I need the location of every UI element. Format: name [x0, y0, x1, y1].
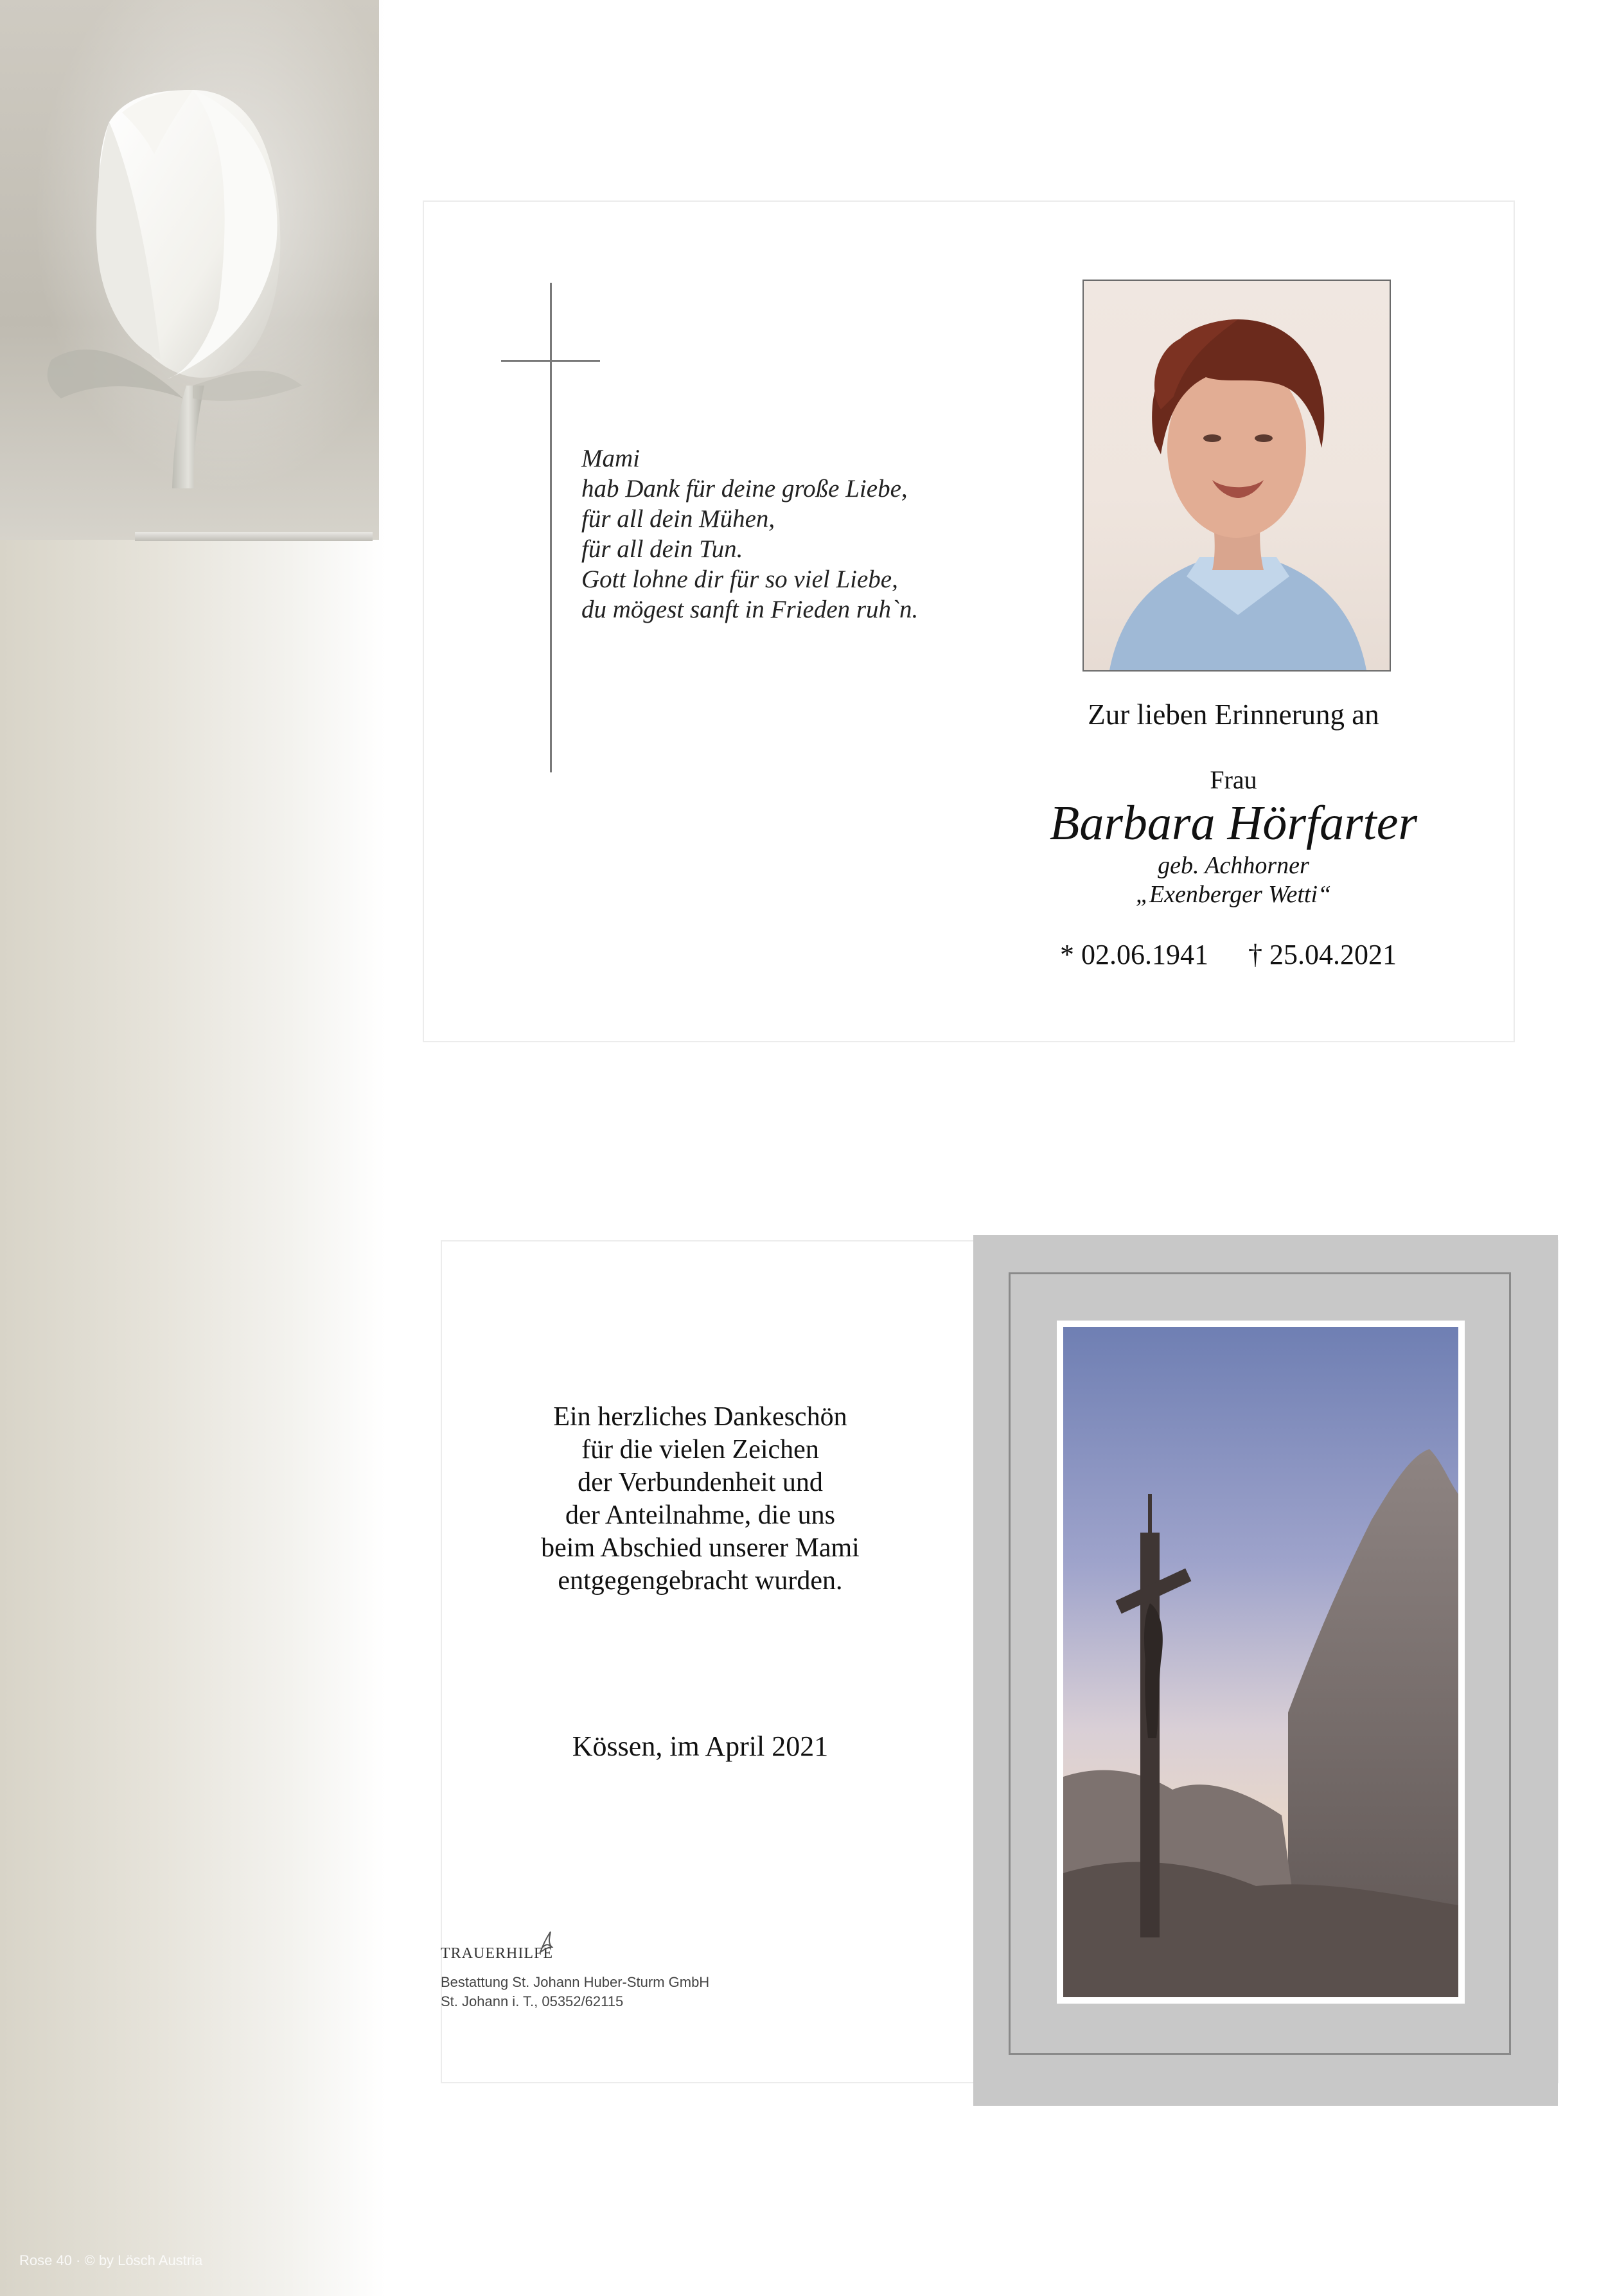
maiden-name: geb. Achhorner	[1158, 852, 1309, 879]
life-dates	[1060, 938, 1397, 971]
portrait-photo	[1082, 280, 1391, 672]
poem-line: hab Dank für deine große Liebe,	[581, 475, 908, 503]
poem-line: du mögest sanft in Frieden ruh`n.	[581, 596, 919, 623]
cross-horizontal-line	[501, 360, 600, 362]
thanks-line: Ein herzliches Dankeschön	[553, 1402, 847, 1432]
memorial-poem	[581, 443, 1031, 625]
thanks-line: der Verbundenheit und	[578, 1468, 823, 1497]
funeral-home-info	[441, 1973, 709, 2011]
white-rose-image	[0, 0, 379, 540]
poem-line: für all dein Tun.	[581, 535, 743, 563]
thanks-line: für die vielen Zeichen	[581, 1435, 819, 1464]
remembrance-heading: Zur lieben Erinnerung an	[1088, 699, 1379, 731]
deceased-name: Barbara Hörfarter	[1049, 796, 1418, 850]
thank-you-text	[488, 1401, 912, 1597]
nickname: „Exenberger Wetti“	[1135, 881, 1332, 908]
thanks-line: beim Abschied unserer Mami	[541, 1533, 860, 1563]
poem-line: Mami	[581, 445, 640, 472]
poem-line: für all dein Mühen,	[581, 505, 775, 533]
trauerhilfe-logo: TRAUERHILFE	[441, 1945, 553, 1962]
death-date: † 25.04.2021	[1248, 939, 1397, 970]
dove-icon	[536, 1928, 556, 1956]
thanks-line: der Anteilnahme, die uns	[565, 1500, 835, 1530]
birth-date: * 02.06.1941	[1060, 939, 1208, 970]
salutation: Frau	[1210, 765, 1257, 794]
poem-line: Gott lohne dir für so viel Liebe,	[581, 565, 898, 593]
cross-vertical-line	[550, 283, 552, 772]
place-and-date: Kössen, im April 2021	[572, 1731, 829, 1762]
copyright-text: Rose 40 · © by Lösch Austria	[19, 2252, 203, 2268]
summit-cross-photo	[1063, 1327, 1458, 1997]
company-line: St. Johann i. T., 05352/62115	[441, 1993, 624, 2009]
company-line: Bestattung St. Johann Huber-Sturm GmbH	[441, 1974, 710, 1990]
glass-shelf	[135, 532, 373, 541]
thanks-line: entgegengebracht wurden.	[558, 1566, 843, 1596]
